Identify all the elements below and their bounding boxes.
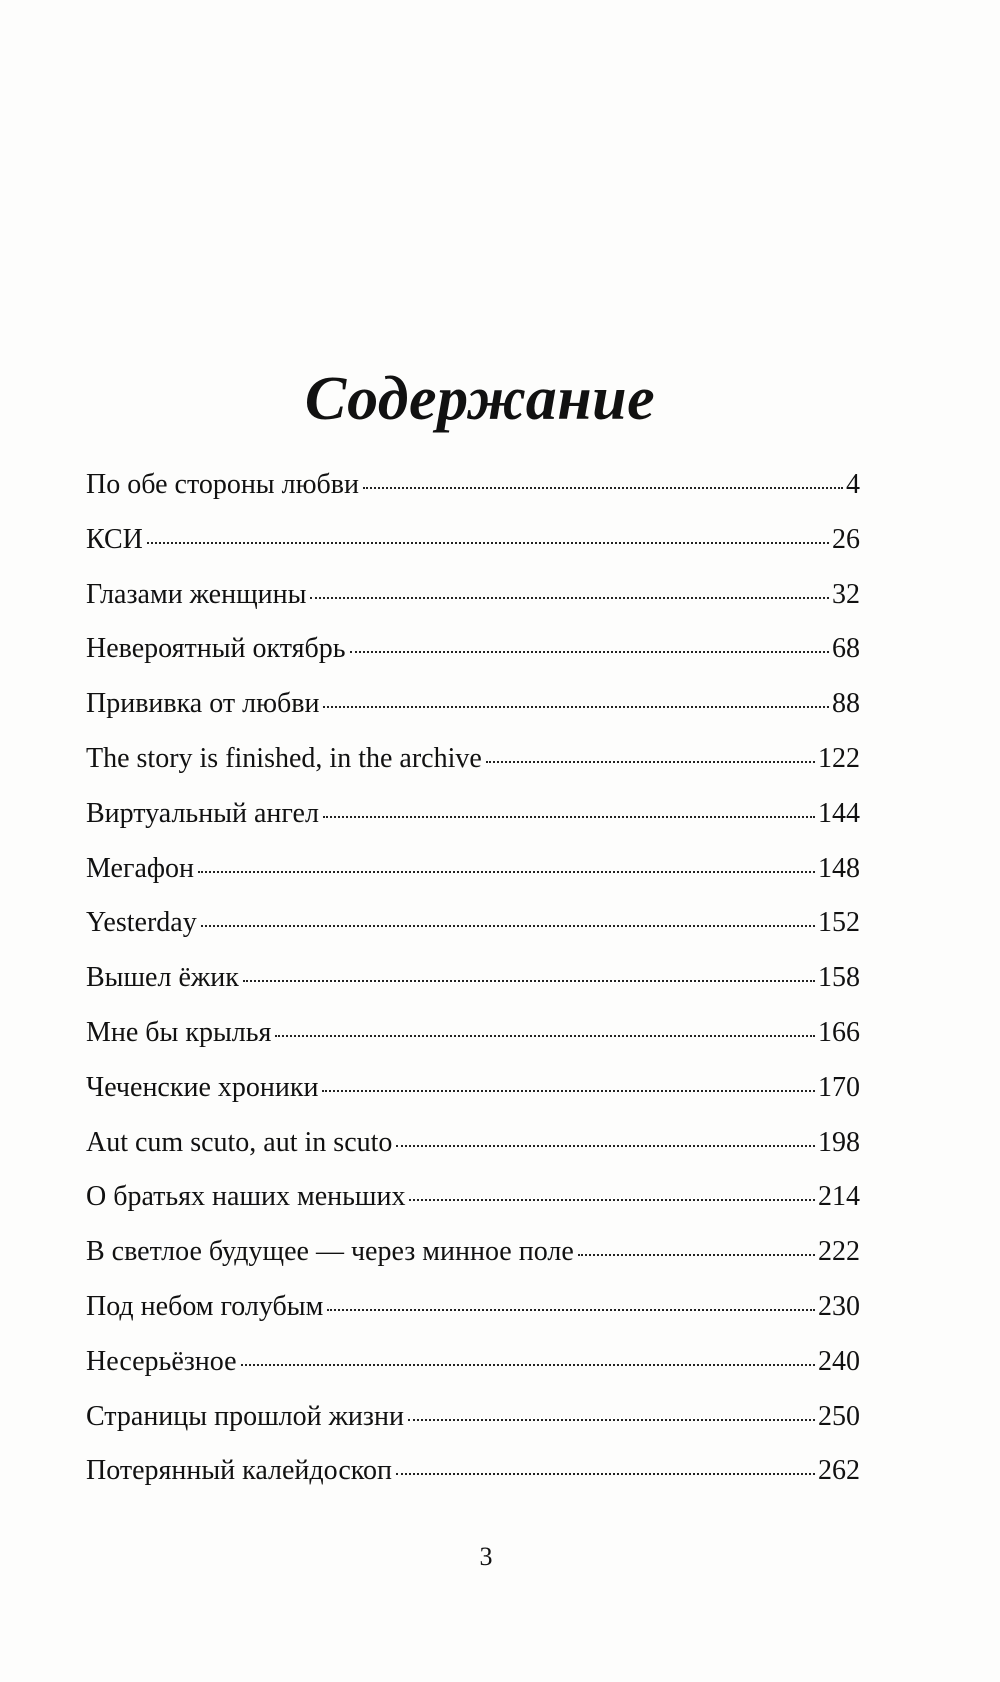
toc-entry <box>86 632 860 687</box>
dot-leader <box>396 1473 815 1475</box>
dot-leader <box>322 1090 815 1092</box>
toc-entry <box>86 1400 860 1455</box>
dot-leader <box>409 1199 815 1201</box>
toc-entry-title: Страницы прошлой жизни <box>86 1400 404 1432</box>
toc-entry <box>86 468 860 523</box>
toc-entry-title: Прививка от любви <box>86 688 320 720</box>
toc-entry <box>86 906 860 961</box>
dot-leader <box>310 597 829 599</box>
table-of-contents <box>86 468 860 1509</box>
toc-entry-page: 144 <box>818 797 860 829</box>
toc-entry-title: Чеченские хроники <box>86 1071 319 1103</box>
toc-entry-title: Невероятный октябрь <box>86 633 346 665</box>
dot-leader <box>327 1309 815 1311</box>
toc-entry <box>86 1235 860 1290</box>
toc-entry-title: Виртуальный ангел <box>86 797 319 829</box>
toc-entry-title: Вышел ёжик <box>86 962 239 994</box>
toc-entry <box>86 1071 860 1126</box>
toc-entry <box>86 523 860 578</box>
toc-entry <box>86 1290 860 1345</box>
toc-entry-title: Под небом голубым <box>86 1290 324 1322</box>
toc-entry-page: 214 <box>818 1181 860 1213</box>
toc-entry-title: Мегафон <box>86 852 194 884</box>
dot-leader <box>408 1419 815 1421</box>
toc-entry-page: 240 <box>818 1345 860 1377</box>
toc-entry-page: 152 <box>818 907 860 939</box>
toc-entry-page: 262 <box>818 1455 860 1487</box>
dot-leader <box>241 1364 815 1366</box>
toc-entry <box>86 1345 860 1400</box>
toc-entry-title: В светлое будущее — через минное поле <box>86 1236 574 1268</box>
toc-entry-title: Потерянный калейдоскоп <box>86 1455 392 1487</box>
toc-entry <box>86 961 860 1016</box>
toc-entry-title: О братьях наших меньших <box>86 1181 406 1213</box>
toc-entry <box>86 578 860 633</box>
toc-entry-page: 88 <box>832 688 860 720</box>
dot-leader <box>486 761 815 763</box>
toc-entry-title: По обе стороны любви <box>86 469 359 500</box>
toc-entry <box>86 797 860 852</box>
toc-entry-page: 4 <box>846 469 860 500</box>
toc-entry-page: 32 <box>832 578 860 610</box>
toc-entry-page: 68 <box>832 633 860 665</box>
toc-entry-page: 158 <box>818 962 860 994</box>
toc-entry-page: 222 <box>818 1236 860 1268</box>
dot-leader <box>323 816 815 818</box>
toc-entry-page: 148 <box>818 852 860 884</box>
page-title: Содержание <box>304 364 656 433</box>
dot-leader <box>201 925 815 927</box>
dot-leader <box>396 1145 815 1147</box>
dot-leader <box>578 1254 815 1256</box>
toc-entry-page: 230 <box>818 1290 860 1322</box>
dot-leader <box>198 871 815 873</box>
toc-entry-title: Aut cum scuto, aut in scuto <box>86 1126 393 1158</box>
toc-entry-page: 198 <box>818 1126 860 1158</box>
toc-entry <box>86 1126 860 1181</box>
toc-entry-page: 170 <box>818 1071 860 1103</box>
toc-entry-page: 166 <box>818 1016 860 1048</box>
page-number: 3 <box>479 1542 493 1571</box>
toc-entry <box>86 852 860 907</box>
toc-entry-title: КСИ <box>86 523 143 555</box>
toc-entry-title: Несерьёзное <box>86 1345 237 1377</box>
toc-entry-title: Мне бы крылья <box>86 1016 272 1048</box>
toc-entry-page: 122 <box>818 742 860 774</box>
toc-entry <box>86 742 860 797</box>
toc-entry <box>86 1180 860 1235</box>
toc-entry <box>86 1016 860 1071</box>
toc-entry-title: Yesterday <box>86 907 197 939</box>
dot-leader <box>350 651 830 653</box>
dot-leader <box>243 980 815 982</box>
dot-leader <box>363 487 843 489</box>
toc-entry <box>86 1454 860 1509</box>
toc-entry <box>86 687 860 742</box>
dot-leader <box>275 1035 815 1037</box>
dot-leader <box>323 706 829 708</box>
dot-leader <box>147 542 829 544</box>
toc-entry-page: 26 <box>832 523 860 555</box>
toc-entry-page: 250 <box>818 1400 860 1432</box>
toc-entry-title: Глазами женщины <box>86 578 307 610</box>
toc-entry-title: The story is finished, in the archive <box>86 742 482 774</box>
